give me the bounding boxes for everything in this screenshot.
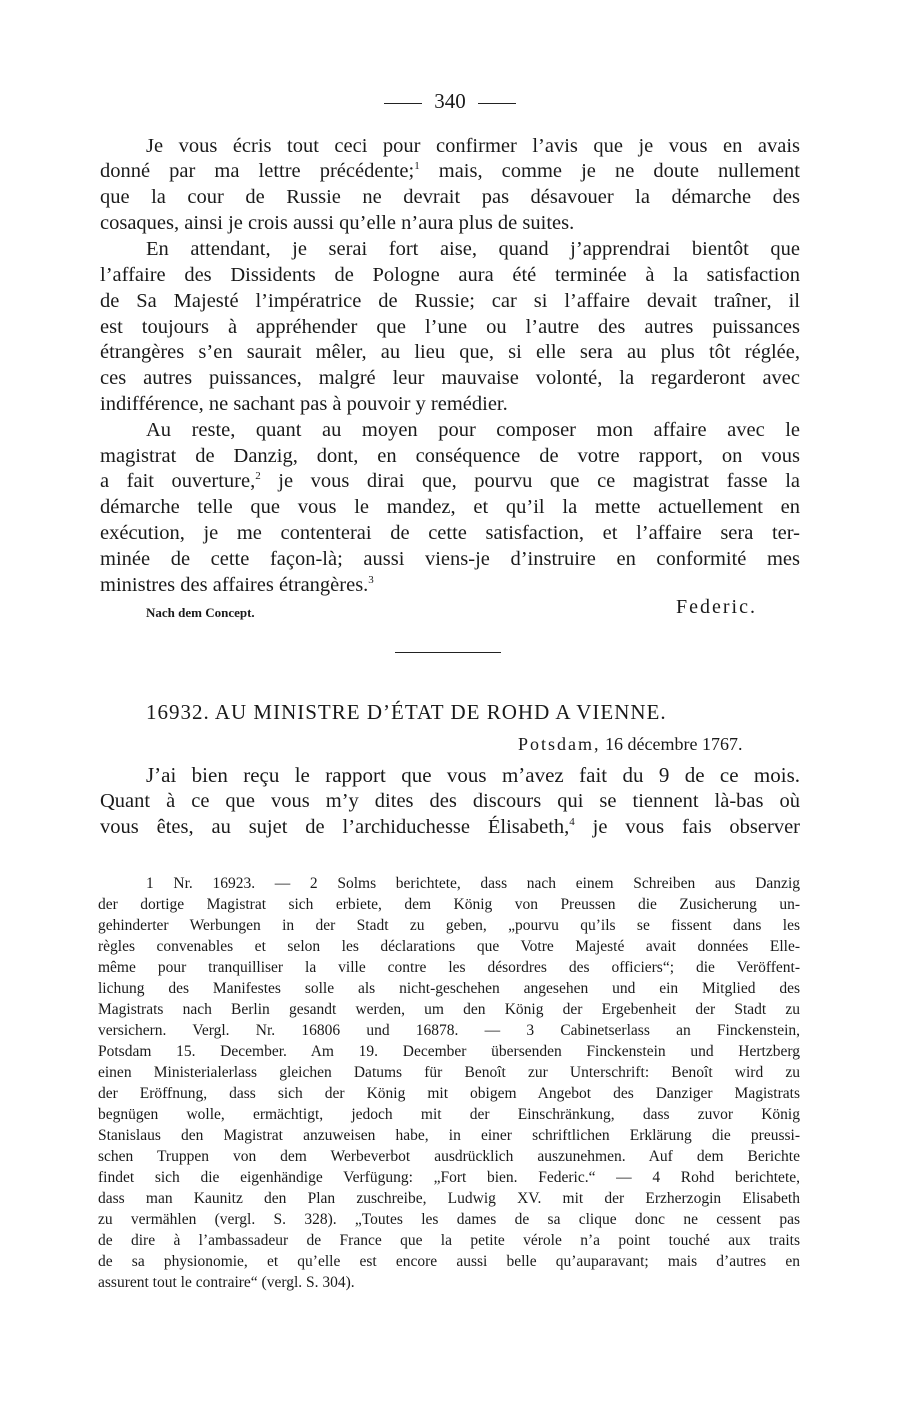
body-line: minée de cette façon-là; aussi viens-je d’instruire en conformité mes: [100, 548, 800, 570]
footnote-line: dass man Kaunitz den Plan zuschreibe, Ludwig XV. mit der Erzherzogin Elisabeth: [98, 1190, 800, 1207]
footnote-line: même pour tranquilliser la ville contre les désordres des officiers“; die Veröffent-: [98, 959, 800, 976]
footnote-line: de sa physionomie, et qu’elle est encore aussi belle qu’auparavant; mais d’autres en: [98, 1253, 800, 1270]
body-line: En attendant, je serai fort aise, quand j’apprendrai bientôt que: [146, 238, 800, 260]
body-line: démarche telle que vous le mandez, et qu’il la mette actuellement en: [100, 496, 800, 518]
footnote-line: begnügen wolle, ermächtigt, jedoch mit der Einschränkung, dass zuvor König: [98, 1106, 800, 1123]
body-line: étrangères s’en saurait mêler, au lieu que, si elle sera au plus tôt réglée,: [100, 341, 800, 363]
footnote-line: zu vermählen (vergl. S. 328). „Toutes les dames de sa clique donc ne cessent pas: [98, 1211, 800, 1228]
body-text: donné par ma lettre précédente;: [100, 160, 415, 182]
page-number-text: 340: [434, 89, 466, 113]
place: Potsdam,: [518, 734, 601, 754]
footnote-line: Potsdam 15. December. Am 19. December übersenden Finckenstein und Hertzberg: [98, 1043, 800, 1060]
body-text: mais, comme je ne doute nullement: [438, 160, 800, 182]
body-line: de Sa Majesté l’impératrice de Russie; car si l’affaire devait traîner, il: [100, 290, 800, 312]
footnote-mark: 3: [368, 574, 374, 586]
body-text: vous êtes, au sujet de l’archiduchesse Élisabeth,: [100, 816, 570, 838]
body-text: ministres des affaires étrangères.: [100, 574, 369, 596]
footnote-line: der Eröffnung, dass sich der König mit obigem Angebot des Danziger Magistrats: [98, 1085, 800, 1102]
footnote-mark: 2: [255, 470, 261, 482]
place-date: [518, 734, 742, 755]
page-number-dash-left: [384, 103, 422, 104]
footnote-mark: 1: [414, 160, 420, 172]
body-line: [100, 815, 800, 840]
section-separator: [395, 652, 501, 653]
concept-note: Nach dem Concept.: [146, 605, 255, 620]
footnote-line: schen Truppen von dem Werbeverbot ausdrücklich auszunehmen. Auf dem Berichte: [98, 1148, 800, 1165]
page-number-dash-right: [478, 103, 516, 104]
body-text: je vous fais observer: [592, 816, 800, 838]
body-line: J’ai bien reçu le rapport que vous m’avez fait du 9 de ce mois.: [146, 763, 800, 787]
body-line: [100, 469, 800, 494]
body-line: que la cour de Russie ne devrait pas désavouer la démarche des: [100, 186, 800, 208]
footnote-line: lichung des Manifestes solle als nicht-geschehen angesehen und ein Mitglied des: [98, 980, 800, 997]
body-text: je vous dirai que, pourvu que ce magistrat fasse la: [278, 470, 801, 492]
body-line: ces autres puissances, malgré leur mauvaise volonté, la regarderont avec: [100, 367, 800, 389]
footnote-line: findet sich die eigenhändige Verfügung: „Fort bien. Federic.“ — 4 Rohd berichtete,: [98, 1169, 800, 1186]
footnote-mark: 4: [569, 816, 575, 828]
footnote-line: gehinderter Werbungen in der Stadt zu geben, „pourvu qu’ils se fissent dans les: [98, 917, 800, 934]
footnote-line: Magistrats nach Berlin gesandt werden, um den König der Ergebenheit der Stadt zu: [98, 1001, 800, 1018]
body-line: Je vous écris tout ceci pour confirmer l’avis que je vous en avais: [146, 135, 800, 157]
body-line: Au reste, quant au moyen pour composer mon affaire avec le: [146, 419, 800, 441]
letter-heading: 16932. AU MINISTRE D’ÉTAT DE ROHD A VIENNE.: [146, 700, 667, 724]
body-line: exécution, je me contenterai de cette satisfaction, et l’affaire sera ter-: [100, 522, 800, 544]
signature: Federic.: [676, 596, 757, 618]
body-line: magistrat de Danzig, dont, en conséquence de votre rapport, on vous: [100, 445, 800, 467]
footnote-line: Stanislaus den Magistrat anzuweisen habe, in einer schriftlichen Erklärung die preussi-: [98, 1127, 800, 1144]
footnote-line: de dire à l’ambassadeur de France que la petite vérole n’a point touché aux traits: [98, 1232, 800, 1249]
footnote-line: assurent tout le contraire“ (vergl. S. 304).: [98, 1274, 355, 1291]
body-line: est toujours à appréhender que l’une ou l’autre des autres puissances: [100, 316, 800, 338]
body-line: cosaques, ainsi je crois aussi qu’elle n’aura plus de suites.: [100, 212, 575, 234]
body-text: a fait ouverture,: [100, 470, 256, 492]
body-line: [100, 159, 800, 184]
date: 16 décembre 1767.: [605, 734, 743, 754]
body-line: Quant à ce que vous m’y dites des discours qui se tiennent là-bas où: [100, 790, 800, 812]
footnote-line: einen Ministerialerlass gleichen Datums für Benoît zur Unterschrift: Benoît wird zu: [98, 1064, 800, 1081]
footnote-line: 1 Nr. 16923. — 2 Solms berichtete, dass nach einem Schreiben aus Danzig: [146, 875, 800, 892]
footnote-line: règles convenables et selon les déclarations que Votre Majesté avait données Elle-: [98, 938, 800, 955]
footnote-line: der dortige Magistrat sich erbiete, dem König von Preussen die Zusicherung un-: [98, 896, 800, 913]
body-line: [100, 573, 800, 598]
body-line: l’affaire des Dissidents de Pologne aura été terminée à la satisfaction: [100, 264, 800, 286]
footnote-line: versichern. Vergl. Nr. 16806 und 16878. — 3 Cabinetserlass an Finckenstein,: [98, 1022, 800, 1039]
page-number: [0, 88, 900, 114]
body-line: indifférence, ne sachant pas à pouvoir y remédier.: [100, 393, 508, 415]
